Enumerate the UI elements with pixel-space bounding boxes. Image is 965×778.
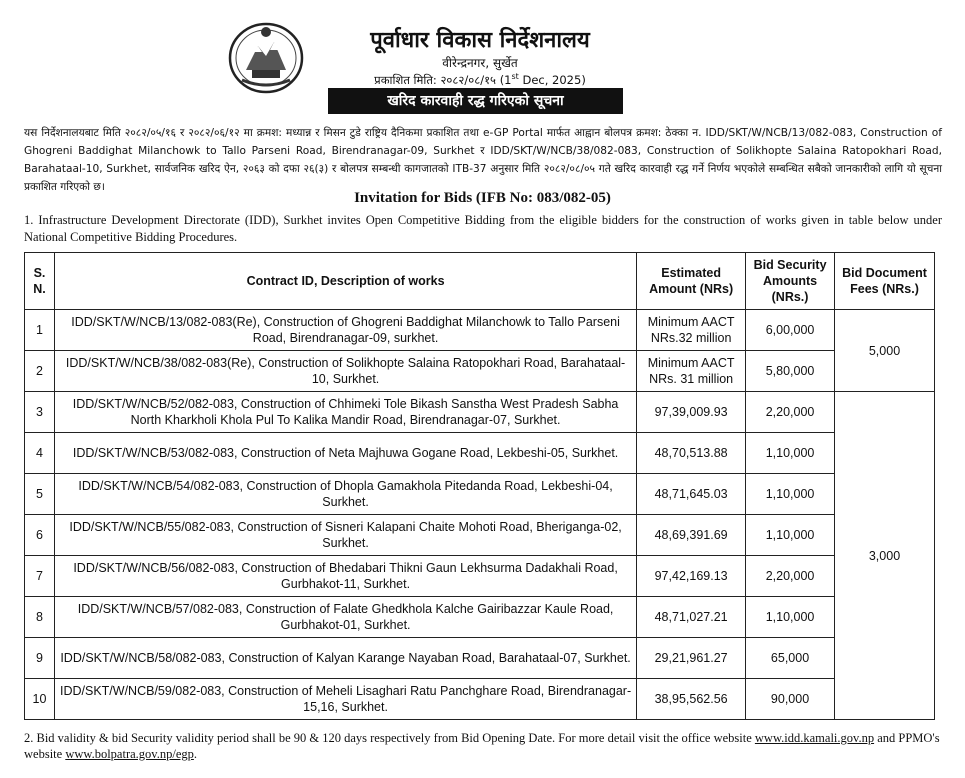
col-header-sn: S. N. [25, 253, 55, 310]
cell-estimated: 48,69,391.69 [637, 515, 746, 556]
directorate-title: पूर्वाधार विकास निर्देशनालय [370, 28, 590, 53]
cell-security: 65,000 [746, 638, 835, 679]
cancellation-banner: खरिद कारवाही रद्ध गरिएको सूचना [328, 88, 623, 114]
cell-description: IDD/SKT/W/NCB/55/082-083, Construction of Sisneri Kalapani Chaite Mohoti Road, Bheriganga-02, Surkhet. [54, 515, 636, 556]
published-date [330, 72, 630, 88]
cell-sn: 2 [25, 351, 55, 392]
published-suffix: Dec, 2025) [522, 72, 586, 87]
cell-security: 2,20,000 [746, 556, 835, 597]
cell-estimated: 29,21,961.27 [637, 638, 746, 679]
footer-note [24, 730, 942, 762]
col-header-fees: Bid Document Fees (NRs.) [835, 253, 935, 310]
col-header-contract: Contract ID, Description of works [54, 253, 636, 310]
cell-security: 2,20,000 [746, 392, 835, 433]
cell-description: IDD/SKT/W/NCB/54/082-083, Construction of Dhopla Gamakhola Pitedanda Road, Lekbeshi-04, Surkhet. [54, 474, 636, 515]
col-header-estimated: Estimated Amount (NRs) [637, 253, 746, 310]
cell-estimated: 38,95,562.56 [637, 679, 746, 720]
cell-security: 1,10,000 [746, 515, 835, 556]
cell-fee-group-1: 5,000 [835, 310, 935, 392]
cell-description: IDD/SKT/W/NCB/38/082-083(Re), Construction of Solikhopte Salaina Ratopokhari Road, Barahataal-10, Surkhet. [54, 351, 636, 392]
cell-security: 1,10,000 [746, 474, 835, 515]
cell-description: IDD/SKT/W/NCB/52/082-083, Construction of Chhimeki Tole Bikash Sanstha West Pradesh Sabha North Kharkholi Khola Pul To Kalika Mandir Road, Birendranagar-07, Surkhet. [54, 392, 636, 433]
cell-sn: 6 [25, 515, 55, 556]
cell-estimated: 48,70,513.88 [637, 433, 746, 474]
ifb-intro: 1. Infrastructure Development Directorate (IDD), Surkhet invites Open Competitive Bidding from the eligible bidders for the construction of works given in table below under National Competitive Bidding Procedures. [24, 213, 942, 244]
footer-text-after: . [193, 747, 197, 761]
cell-sn: 10 [25, 679, 55, 720]
idd-website-link[interactable]: www.idd.kamali.gov.np [754, 731, 875, 745]
cell-description: IDD/SKT/W/NCB/59/082-083, Construction of Meheli Lisaghari Ratu Panchghare Road, Birendranagar-15,16, Surkhet. [54, 679, 636, 720]
col-header-security: Bid Security Amounts (NRs.) [746, 253, 835, 310]
table-row [25, 474, 935, 515]
cell-estimated: 97,39,009.93 [637, 392, 746, 433]
ifb-title: Invitation for Bids (IFB No: 083/082-05) [354, 190, 611, 206]
cell-security: 6,00,000 [746, 310, 835, 351]
cell-estimated: Minimum AACT NRs. 31 million [637, 351, 746, 392]
cell-sn: 7 [25, 556, 55, 597]
cell-estimated: 97,42,169.13 [637, 556, 746, 597]
bids-table [24, 252, 935, 720]
footer-text-middle: and PPMO's website [24, 731, 940, 761]
cell-estimated: 48,71,645.03 [637, 474, 746, 515]
published-sup: st [511, 72, 519, 81]
table-row [25, 392, 935, 433]
footer-text-before: 2. Bid validity & bid Security validity period shall be 90 & 120 days respectively from Bid Opening Date. For more detail visit the office website [24, 731, 755, 745]
cell-description: IDD/SKT/W/NCB/57/082-083, Construction of Falate Ghedkhola Kalche Gairibazzar Kaule Road, Gurbhakot-01, Surkhet. [54, 597, 636, 638]
table-row [25, 351, 935, 392]
cell-security: 5,80,000 [746, 351, 835, 392]
cell-estimated: 48,71,027.21 [637, 597, 746, 638]
cell-security: 1,10,000 [746, 433, 835, 474]
cell-fee-group-2: 3,000 [835, 392, 935, 720]
cell-description: IDD/SKT/W/NCB/56/082-083, Construction of Bhedabari Thikni Gaun Lekhsurma Dadakhali Road, Gurbhakot-11, Surkhet. [54, 556, 636, 597]
table-row [25, 679, 935, 720]
cell-description: IDD/SKT/W/NCB/13/082-083(Re), Construction of Ghogreni Baddighat Milanchowk to Tallo Parseni Road, Birendranagar-09, surkhet. [54, 310, 636, 351]
cell-sn: 5 [25, 474, 55, 515]
cell-sn: 3 [25, 392, 55, 433]
cell-sn: 1 [25, 310, 55, 351]
table-row [25, 515, 935, 556]
table-row [25, 310, 935, 351]
table-row [25, 638, 935, 679]
table-row [25, 597, 935, 638]
table-header-row [25, 253, 935, 310]
cell-sn: 4 [25, 433, 55, 474]
ppmo-website-link[interactable]: www.bolpatra.gov.np/egp [65, 747, 194, 761]
cell-estimated: Minimum AACT NRs.32 million [637, 310, 746, 351]
notice-header [0, 10, 965, 88]
cell-sn: 8 [25, 597, 55, 638]
cell-description: IDD/SKT/W/NCB/58/082-083, Construction of Kalyan Karange Nayaban Road, Barahataal-07, Surkhet. [54, 638, 636, 679]
cancellation-notice-paragraph: यस निर्देशनालयबाट मिति २०८२/०५/१६ र २०८२/०६/१२ मा क्रमश: मध्यान्न र मिसन टुडे राष्ट्रिय दैनिकमा प्रकाशित तथा e-GP Portal मार्फत आह्वान बोलपत्र क्रमश: ठेक्का न. IDD/SKT/W/NCB/13/082-083, Construction of Ghogreni Baddighat Milanchowk to Tallo Parseni Road, Birendranagar-09, Surkhet र IDD/SKT/W/NCB/38/082-083, Construction of Solikhopte Salaina Ratopokhari Road, Barahataal-10, Surkhet, सार्वजनिक खरिद ऐन, २०६३ को दफा २६(३) र बोलपत्र सम्बन्धी कागजातको ITB-37 अनुसार मिति २०८२/०८/०५ गते खरिद कारवाही रद्ध गर्ने निर्णय भएकोले सम्बन्धित सबैको जानकारीको लागि यो सूचना प्रकाशित गरिएको छ। [24, 127, 942, 193]
published-prefix: प्रकाशित मिति: २०८२/०८/१५ (1 [374, 72, 512, 87]
table-row [25, 433, 935, 474]
directorate-location: वीरेन्द्रनगर, सुर्खेत [442, 56, 518, 70]
cell-security: 90,000 [746, 679, 835, 720]
cell-description: IDD/SKT/W/NCB/53/082-083, Construction of Neta Majhuwa Gogane Road, Lekbeshi-05, Surkhet. [54, 433, 636, 474]
nepal-emblem-icon [224, 18, 308, 96]
cell-sn: 9 [25, 638, 55, 679]
table-row [25, 556, 935, 597]
cell-security: 1,10,000 [746, 597, 835, 638]
